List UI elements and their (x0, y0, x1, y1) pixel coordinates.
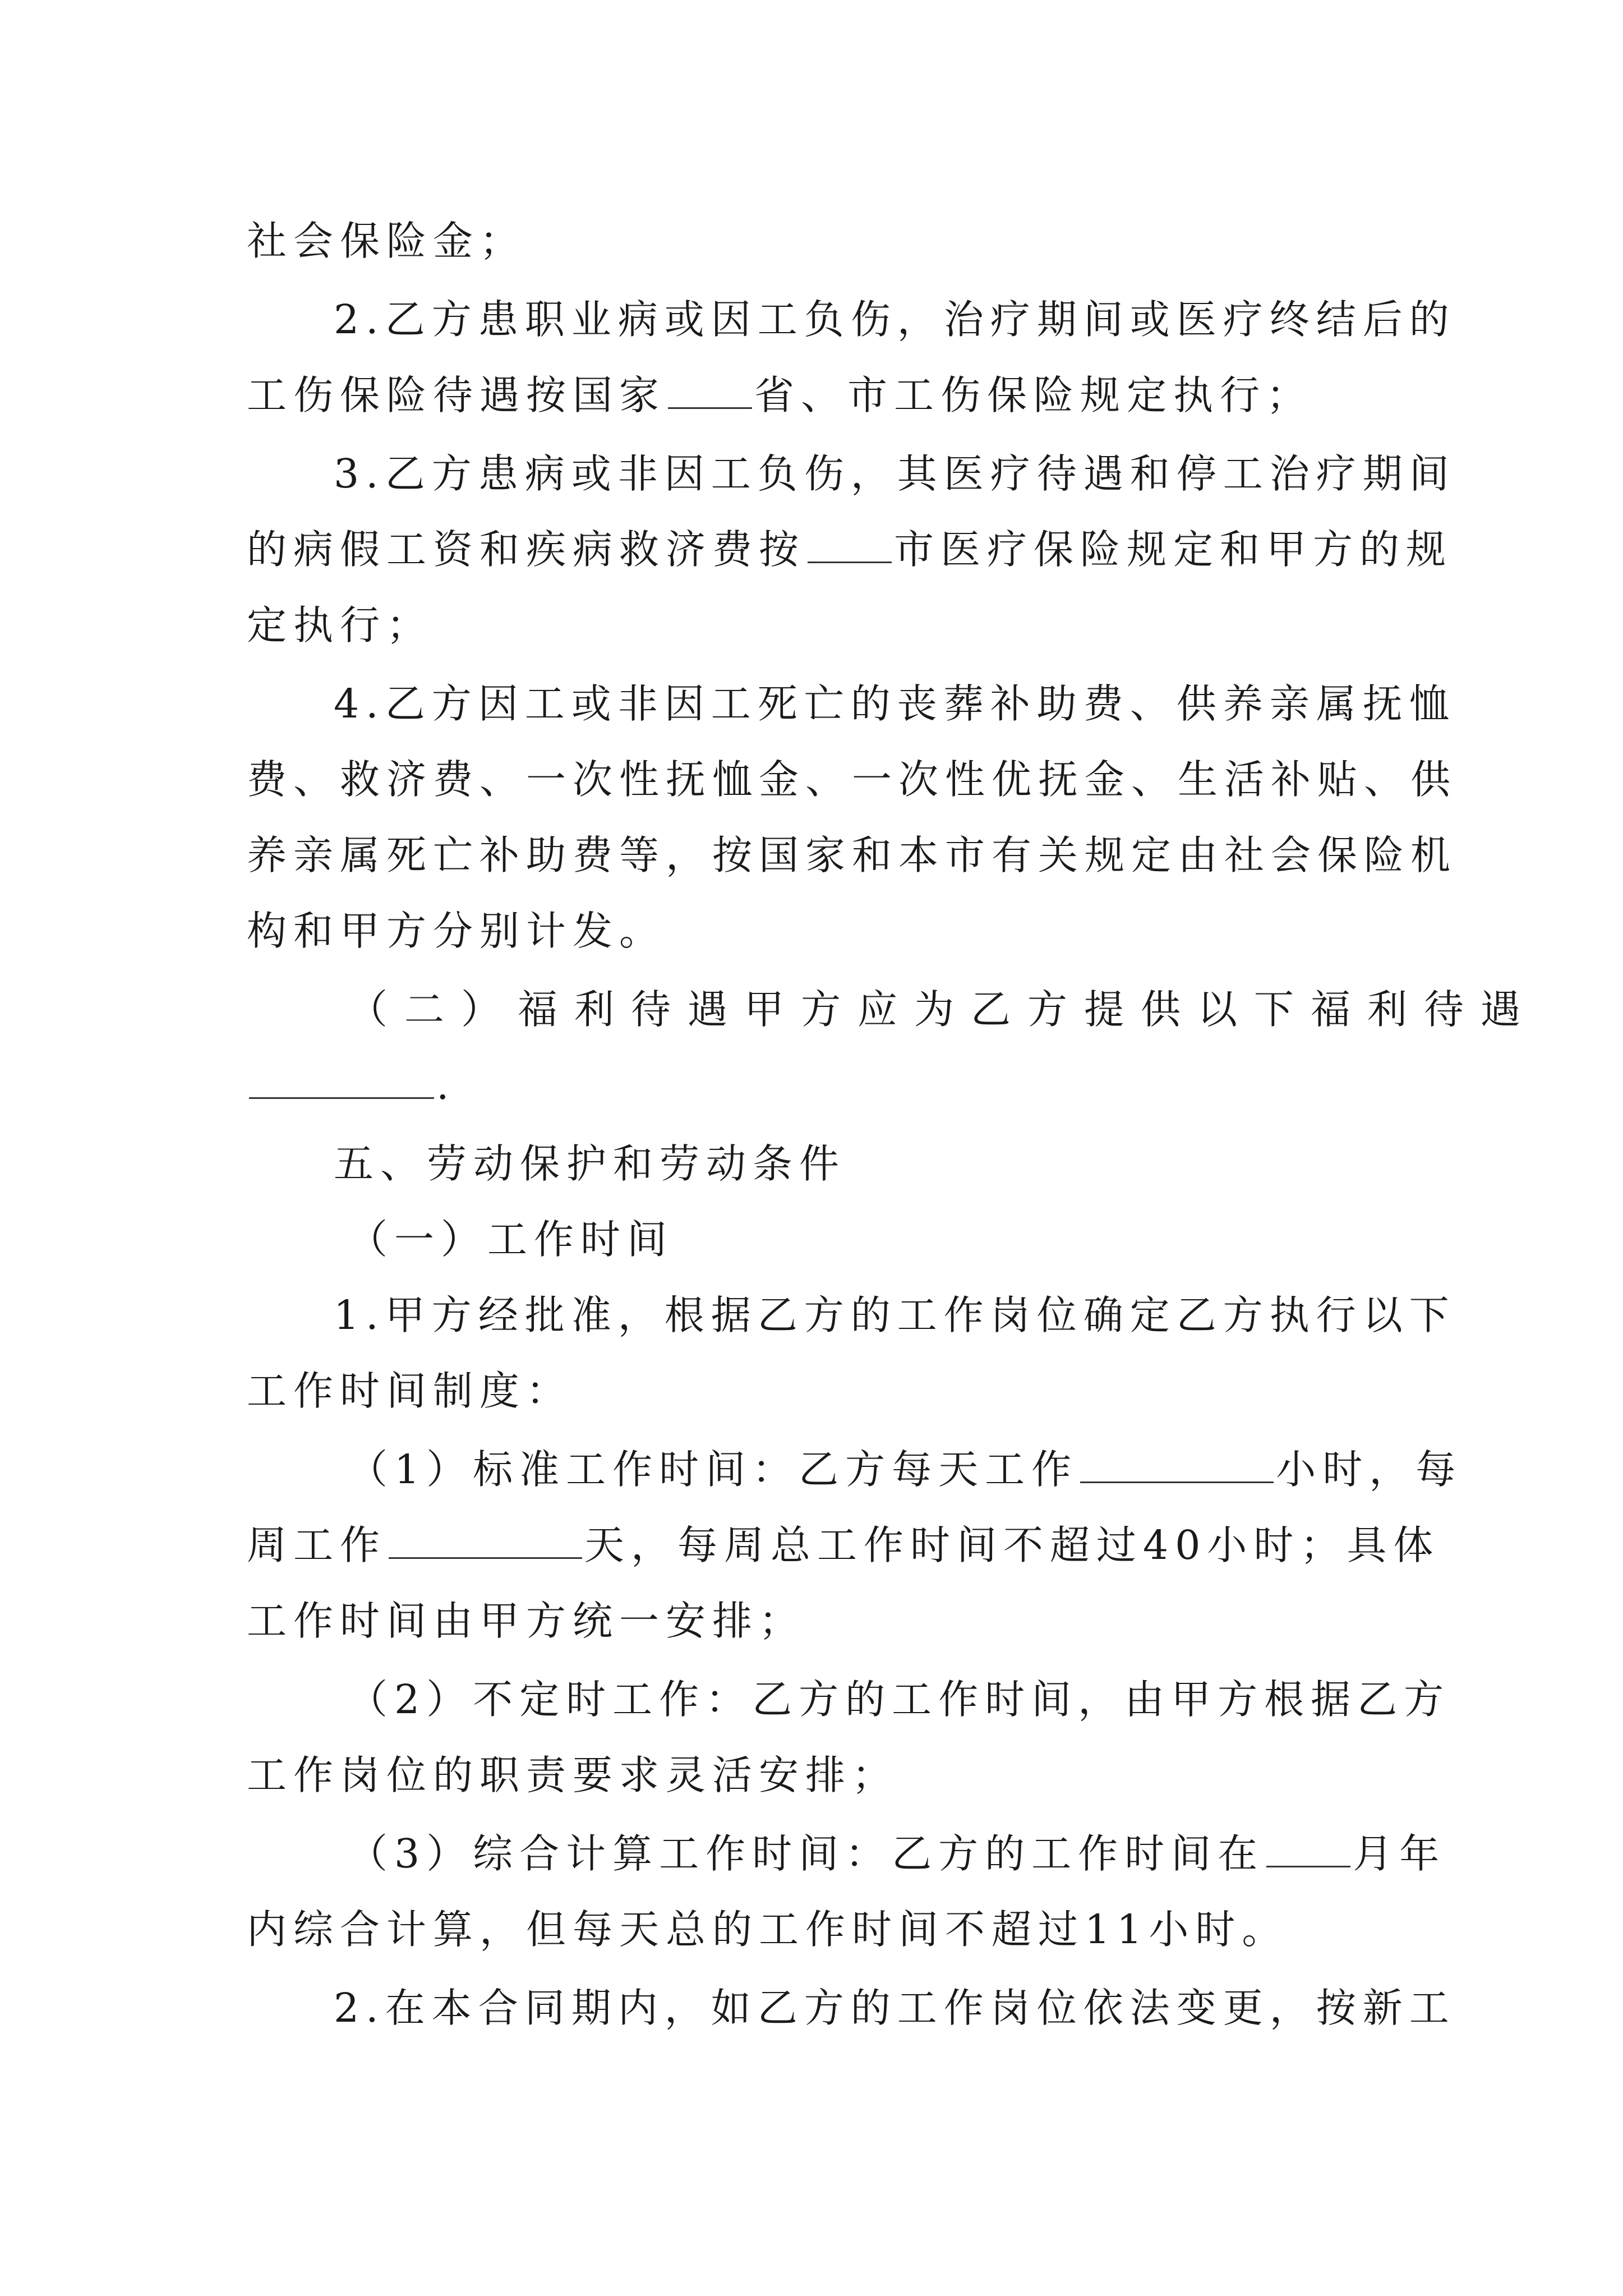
item-standard-hours (348, 1444, 1463, 1495)
heading-text: （一）工作时间 (348, 1216, 674, 1263)
text: 养亲属死亡补助费等，按国家和本市有关规定由社会保险机 (247, 832, 1458, 878)
text: 天，每周总工作时间不超过40小时；具体 (584, 1522, 1440, 1568)
paragraph-4 (334, 679, 1456, 729)
paragraph-3 (334, 449, 1456, 499)
text: （二）福利待遇甲方应为乙方提供以下福利待遇 (348, 986, 1538, 1033)
text: 工伤保险待遇按国家 (247, 372, 666, 418)
text: （3）综合计算工作时间：乙方的工作时间在 (348, 1830, 1265, 1877)
paragraph-1 (334, 1290, 1456, 1341)
text-line (247, 1366, 1385, 1416)
text-line (247, 524, 1453, 575)
text: 市医疗保险规定和甲方的规 (894, 526, 1453, 573)
text-line (247, 906, 1385, 956)
text: 周工作 (247, 1522, 387, 1568)
text: 工作时间制度： (247, 1368, 573, 1414)
item-flexible-hours (348, 1674, 1451, 1725)
fill-blank (1266, 1831, 1350, 1867)
text: 工作时间由甲方统一安排； (247, 1598, 806, 1644)
section-heading (334, 1139, 1385, 1189)
heading-text: 五、劳动保护和劳动条件 (334, 1140, 846, 1187)
text: 小时，每 (1276, 1446, 1463, 1493)
text-line (247, 600, 1385, 651)
text: 定执行； (247, 602, 434, 648)
section-welfare (348, 984, 1538, 1035)
paragraph-2 (334, 1983, 1456, 2033)
text-line (247, 370, 1385, 421)
text: 2.乙方患职业病或因工负伤，治疗期间或医疗终结后的 (334, 296, 1456, 343)
text-line (247, 1520, 1440, 1571)
text: 构和甲方分别计发。 (247, 908, 666, 954)
text-line (247, 1904, 1385, 1955)
text-line (247, 1596, 1385, 1646)
text-line (247, 830, 1458, 881)
text: . (436, 1062, 456, 1108)
text: 3.乙方患病或非因工负伤，其医疗待遇和停工治疗期间 (334, 450, 1456, 497)
text: 社会保险金； (247, 218, 527, 264)
item-comprehensive-hours (348, 1829, 1446, 1879)
fill-blank (249, 1062, 434, 1099)
text: 费、救济费、一次性抚恤金、一次性优抚金、生活补贴、供 (247, 756, 1458, 803)
text-line (247, 1060, 1385, 1111)
fill-blank (389, 1522, 582, 1559)
paragraph-2 (334, 295, 1456, 345)
text: 省、市工伤保险规定执行； (754, 372, 1313, 418)
text: 的病假工资和疾病救济费按 (247, 526, 806, 573)
fill-blank (668, 372, 752, 409)
text: 1.甲方经批准，根据乙方的工作岗位确定乙方执行以下 (334, 1292, 1456, 1338)
subsection-heading (348, 1214, 1385, 1265)
text: 工作岗位的职责要求灵活安排； (247, 1752, 899, 1798)
text: 2.在本合同期内，如乙方的工作岗位依法变更，按新工 (334, 1985, 1456, 2031)
fill-blank (808, 527, 892, 563)
text: （1）标准工作时间：乙方每天工作 (348, 1446, 1078, 1493)
text-line (247, 1750, 1385, 1801)
text-line (247, 216, 1385, 266)
text: 月年 (1353, 1830, 1446, 1877)
fill-blank (1080, 1447, 1274, 1483)
text: （2）不定时工作：乙方的工作时间，由甲方根据乙方 (348, 1676, 1451, 1723)
text: 内综合计算，但每天总的工作时间不超过11小时。 (247, 1906, 1289, 1953)
text-line (247, 754, 1458, 805)
text: 4.乙方因工或非因工死亡的丧葬补助费、供养亲属抚恤 (334, 680, 1456, 727)
